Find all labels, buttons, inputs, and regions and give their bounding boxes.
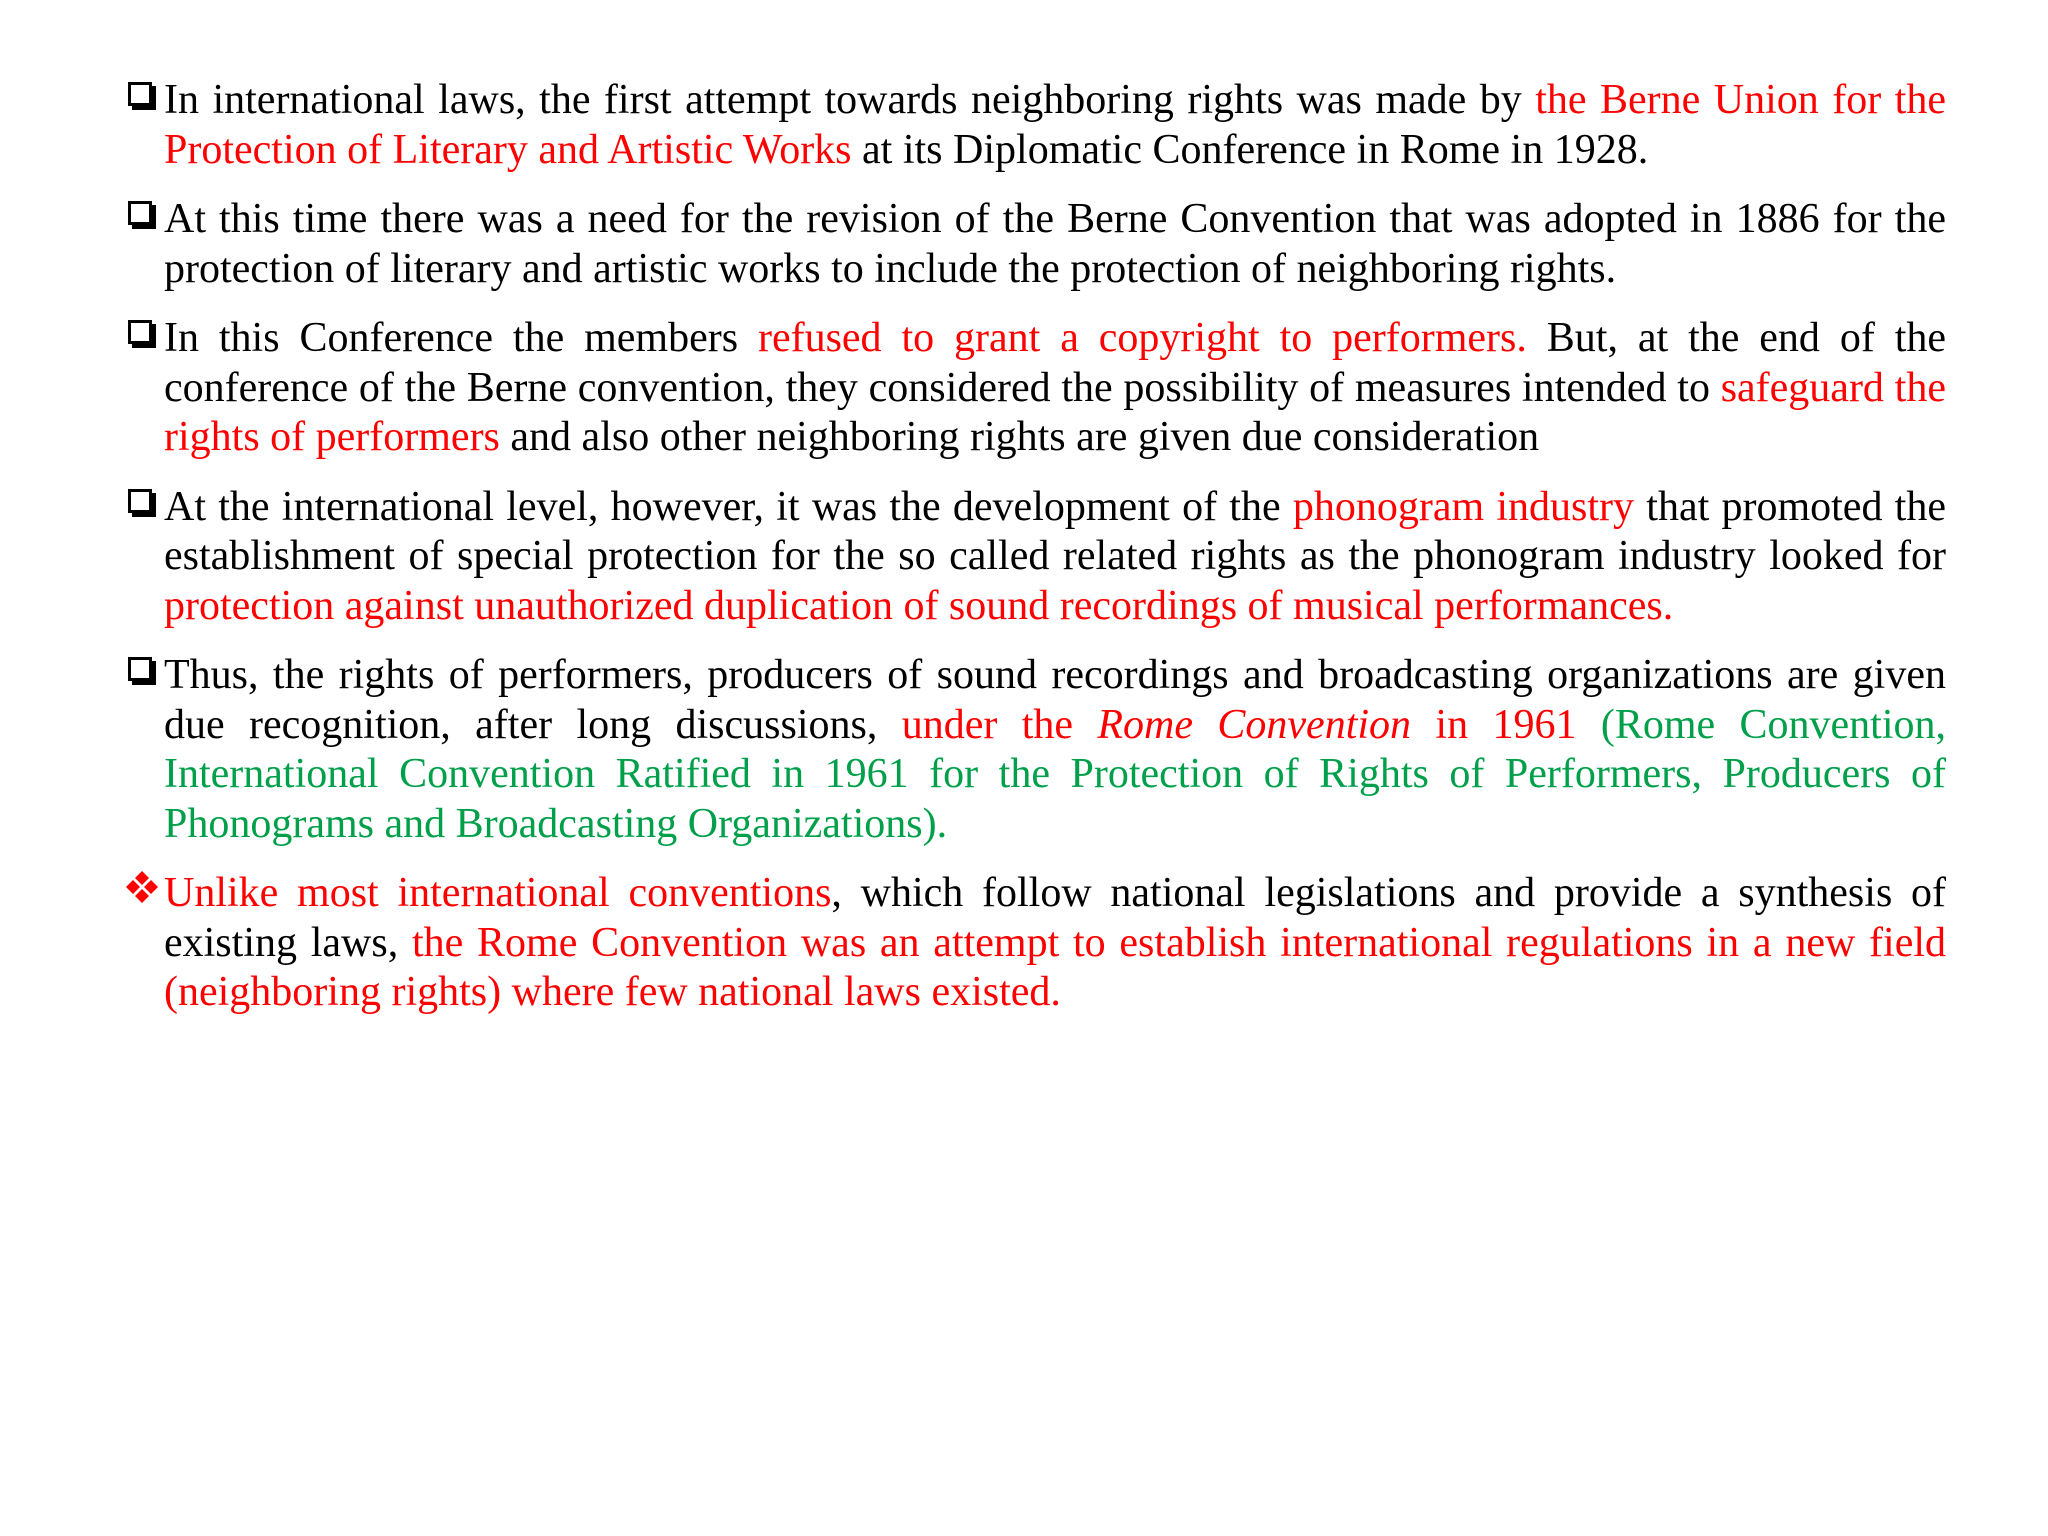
- bullet-text: [164, 315, 1946, 460]
- text-segment: protection against unauthorized duplication of sound recordings of musical performances.: [164, 582, 1674, 629]
- text-segment: Thus, the rights of performers, producers of sound recordings and broadcasting organizations are given due recognition, after long discussions,: [164, 652, 1946, 748]
- text-segment: the Berne Union for the Protection of Literary and Artistic Works: [164, 77, 1946, 173]
- text-segment: phonogram industry: [1292, 483, 1635, 530]
- bullet-item: [126, 195, 1946, 294]
- bullet-text: [164, 870, 1946, 1015]
- bullet-list: [126, 76, 1946, 1038]
- bullet-text: [164, 196, 1946, 292]
- checkbox-square-icon: [126, 653, 160, 697]
- text-segment: Unlike most international conventions: [164, 870, 832, 916]
- checkbox-square-icon: [126, 316, 160, 360]
- bullet-text: [164, 484, 1946, 629]
- text-segment: Rome Convention: [1097, 701, 1412, 748]
- text-segment: safeguard the rights of performers: [164, 364, 1946, 460]
- checkbox-square-icon: [126, 485, 160, 529]
- checkbox-square-icon: [126, 78, 160, 122]
- bullet-item: [126, 314, 1946, 463]
- checkbox-square-icon: [126, 197, 160, 241]
- bullet-text: [164, 652, 1946, 847]
- text-segment: In international laws, the first attempt towards neighboring rights was made by: [164, 77, 1536, 123]
- bullet-item: [126, 76, 1946, 175]
- text-segment: in 1961: [1411, 701, 1601, 748]
- bullet-item: [126, 483, 1946, 632]
- text-segment: that promoted the establishment of special protection for the so called related rights as the phonogram industry looked for: [164, 483, 1946, 579]
- text-segment: at its Diplomatic Conference in Rome in 1928.: [851, 126, 1649, 173]
- text-segment: (Rome Convention, International Convention Ratified in 1961 for the Protection of Rights of Performers, Producers of Phonograms and Broadcasting Organizations).: [164, 701, 1947, 847]
- text-segment: , which follow national legislations and provide a synthesis of existing laws,: [164, 870, 1947, 966]
- text-segment: refused to grant a copyright to performers.: [757, 315, 1527, 361]
- text-segment: and also other neighboring rights are given due consideration: [499, 414, 1540, 460]
- text-segment: At this time there was a need for the revision of the Berne Convention that was adopted in 1886 for the protection of literary and artistic works to include the protection of neighboring rights.: [164, 196, 1946, 292]
- bullet-text: [164, 77, 1946, 173]
- text-segment: At the international level, however, it was the development of the: [164, 483, 1293, 530]
- text-segment: the Rome Convention was an attempt to establish international regulations in a new field (neighboring rights) where few national laws existed.: [164, 919, 1947, 1015]
- bullet-item: [126, 869, 1946, 1018]
- text-segment: under the: [901, 701, 1098, 748]
- text-segment: In this Conference the members: [164, 315, 758, 361]
- text-segment: But, at the end of the conference of the Berne convention, they considered the possibility of measures intended to: [164, 315, 1947, 411]
- bullet-item: [126, 651, 1946, 849]
- diamond-flower-icon: [126, 871, 160, 915]
